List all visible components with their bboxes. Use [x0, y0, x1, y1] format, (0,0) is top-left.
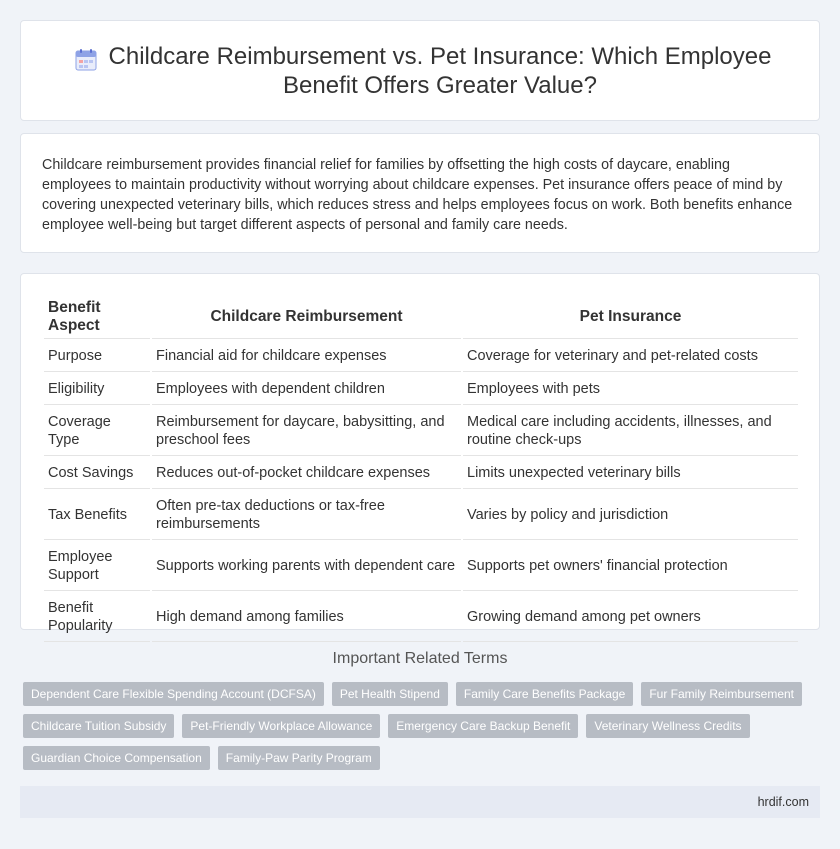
row-pet: Supports pet owners' financial protection: [463, 542, 798, 591]
header-childcare: Childcare Reimbursement: [152, 296, 461, 339]
term-tag[interactable]: Pet-Friendly Workplace Allowance: [182, 714, 380, 738]
table-row: [44, 458, 798, 489]
table-header-row: [44, 296, 798, 339]
title-card: [20, 20, 820, 121]
row-childcare: High demand among families: [152, 593, 461, 642]
table-row: [44, 593, 798, 642]
row-aspect: Tax Benefits: [44, 491, 150, 540]
row-aspect: Employee Support: [44, 542, 150, 591]
row-aspect: Purpose: [44, 341, 150, 372]
intro-paragraph: Childcare reimbursement provides financial relief for families by offsetting the high costs of daycare, enabling employees to maintain productivity without worrying about childcare expenses. Pet insurance offers peace of mind by covering unexpected veterinary bills, which reduces stress and helps employees focus on work. Both benefits enhance employee well-being but target different aspects of personal and family care needs.: [42, 157, 793, 233]
row-childcare: Often pre-tax deductions or tax-free reimbursements: [152, 491, 461, 540]
table-row: [44, 542, 798, 591]
term-tag[interactable]: Dependent Care Flexible Spending Account (DCFSA): [23, 682, 324, 706]
footer-site-link[interactable]: hrdif.com: [757, 795, 809, 809]
term-tag[interactable]: Family-Paw Parity Program: [218, 746, 380, 770]
related-terms-heading: Important Related Terms: [332, 650, 508, 667]
term-tag[interactable]: Fur Family Reimbursement: [641, 682, 802, 706]
table-row: [44, 407, 798, 456]
row-aspect: Coverage Type: [44, 407, 150, 456]
row-childcare: Reimbursement for daycare, babysitting, and preschool fees: [152, 407, 461, 456]
term-tag[interactable]: Pet Health Stipend: [332, 682, 448, 706]
term-tag[interactable]: Family Care Benefits Package: [456, 682, 633, 706]
row-childcare: Employees with dependent children: [152, 374, 461, 405]
row-aspect: Cost Savings: [44, 458, 150, 489]
row-pet: Coverage for veterinary and pet-related costs: [463, 341, 798, 372]
footer: [20, 786, 820, 818]
row-pet: Varies by policy and jurisdiction: [463, 491, 798, 540]
term-tag[interactable]: Emergency Care Backup Benefit: [388, 714, 578, 738]
term-tag[interactable]: Childcare Tuition Subsidy: [23, 714, 174, 738]
table-row: [44, 341, 798, 372]
row-aspect: Benefit Popularity: [44, 593, 150, 642]
row-pet: Medical care including accidents, illnesses, and routine check-ups: [463, 407, 798, 456]
row-pet: Growing demand among pet owners: [463, 593, 798, 642]
header-pet-insurance: Pet Insurance: [463, 296, 798, 339]
comparison-card: [20, 273, 820, 634]
row-pet: Employees with pets: [463, 374, 798, 405]
header-benefit-aspect: Benefit Aspect: [44, 296, 150, 339]
comparison-table: [42, 294, 800, 644]
row-aspect: Eligibility: [44, 374, 150, 405]
row-childcare: Reduces out-of-pocket childcare expenses: [152, 458, 461, 489]
row-childcare: Supports working parents with dependent care: [152, 542, 461, 591]
term-tag[interactable]: Guardian Choice Compensation: [23, 746, 210, 770]
row-pet: Limits unexpected veterinary bills: [463, 458, 798, 489]
term-tag[interactable]: Veterinary Wellness Credits: [586, 714, 749, 738]
intro-card: [20, 133, 820, 253]
row-childcare: Financial aid for childcare expenses: [152, 341, 461, 372]
table-row: [44, 374, 798, 405]
related-terms-list: [23, 682, 813, 770]
page-title: Childcare Reimbursement vs. Pet Insurance: Which Employee Benefit Offers Greater Value?: [108, 42, 772, 99]
table-row: [44, 491, 798, 540]
